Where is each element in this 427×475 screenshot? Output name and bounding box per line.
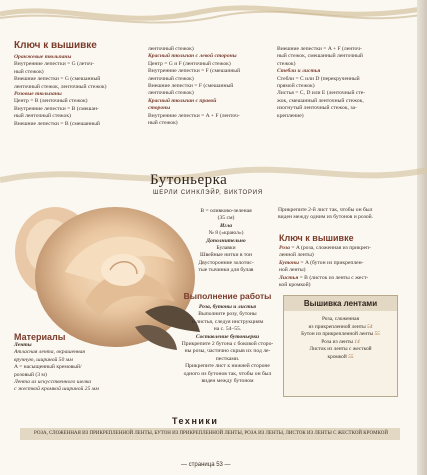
key-line: Внешние лепестки = G (смешанный [14, 76, 101, 83]
materials-line: Атласная лента, окрашенная [14, 349, 86, 356]
key-line: жок, смешанный ленточный стежок, [277, 97, 364, 104]
work-line: и листья, следуя инструкциям [191, 318, 264, 325]
key-line: Внешние лепестки = F (смешанный [148, 83, 234, 90]
key-line: прямой стежок) [277, 83, 315, 90]
work-line: Роза, бутоны и листья [198, 304, 257, 310]
right-key-list [279, 245, 404, 289]
materials-section [14, 332, 144, 394]
key-line: Оранжевые тюльпаны [14, 54, 72, 60]
page-number: — страница 53 — [181, 462, 231, 468]
right-key-line: Бутоны = A (бутон из прикреплен- [279, 259, 364, 266]
right-key-term: Листья [279, 274, 299, 281]
supplies-line: Булавки [216, 245, 236, 252]
key-line: ный ленточный стежок) [14, 113, 71, 120]
ribbon-embroidery-item: кромкой 55 [327, 353, 354, 360]
right-key-title: Ключ к вышивке [279, 233, 354, 243]
right-key-line: Роза = A (роза, сложенная из прикреп- [279, 245, 371, 251]
author: ШЕРЛИ СИНКЛЭЙР, ВИКТОРИЯ [153, 190, 264, 196]
ribbon-embroidery-item: из прикрепленной ленты 54 [308, 323, 373, 330]
ribbon-embroidery-item: Листок из ленты с жесткой [309, 346, 372, 353]
materials-line: розовый (3 м) [14, 371, 47, 378]
supplies-line: B = оливково-зеленая [200, 208, 252, 214]
materials-line: Лента из искусственного шелка [14, 379, 92, 386]
supplies-line: тые тычинки для булав [198, 267, 254, 274]
page-ref: 54 [367, 323, 373, 330]
right-key-line: ной ленты) [279, 267, 306, 274]
key-line: ный стежок, смешанный ленточный [277, 53, 363, 60]
right-key-term: Бутоны [279, 259, 300, 266]
page-title: Бутоньерка [150, 172, 228, 188]
key-line: Центр = G и F (ленточный стежок) [148, 60, 231, 67]
supplies-line: Швейные нитки в тон [199, 252, 253, 259]
key-line: изогнутый ленточный стежок, за- [277, 105, 357, 112]
key-line: ленточный стежок) [148, 46, 194, 52]
key-line: Внутренние лепестки = F (смешанный [148, 68, 241, 75]
key-line: Центр = B (ленточный стежок) [14, 98, 88, 105]
key-line: Внутренние лепестки = G (леточ- [14, 61, 94, 68]
work-heading: Выполнение работы [183, 291, 272, 301]
work-line: Прикрепите лист к нижней стороне [185, 363, 270, 370]
supplies-line: № 8 («краюл») [208, 230, 244, 237]
intro-line: виден между одним из бутонов и розой. [278, 214, 374, 221]
techniques-text: РОЗА, СЛОЖЕННАЯ ИЗ ПРИКРЕПЛЕННОЙ ЛЕНТЫ, БУТОН ИЗ ПРИКРЕПЛЕННОЙ ЛЕНТЫ, РОЗА ИЗ ЛЕНТЫ, ЛИСТОК ИЗ ЛЕНТЫ С ЖЕСТКОЙ КРОМКОЙ [34, 431, 388, 436]
key-column-2 [148, 46, 278, 127]
key-line: крепление) [277, 112, 304, 119]
page-ref: 14 [354, 338, 360, 345]
ribbon-embroidery-title: Вышивка лентами [284, 296, 397, 311]
ribbon-embroidery-item: Роза из ленты 14 [321, 338, 360, 345]
work-line: одного из бутонов так, чтобы он был [183, 370, 272, 377]
supplies-line: Дополнительно [206, 237, 246, 244]
key-line: стороны [148, 105, 171, 112]
key-line: Красный тюльпан с правой [148, 97, 217, 104]
work-line: виден между бутоном [201, 378, 254, 385]
work-line: Выполните розу, бутоны [198, 311, 257, 318]
key-column-1 [14, 54, 149, 128]
supplies-line: Игла [219, 222, 232, 229]
right-key-line: ленной ленты) [279, 252, 314, 259]
work-line: ны розы, частично скрыв их под ле- [184, 348, 271, 355]
page-spine [417, 0, 427, 475]
key-title: Ключ к вышивке [14, 40, 97, 51]
supplies-line: (35 см) [217, 215, 235, 222]
key-line: Внутренние лепестки = B (смешан- [14, 105, 99, 112]
work-line: пестками. [215, 355, 240, 362]
right-key-line: Листья = B (листок из ленты с жест- [279, 274, 369, 281]
right-key-line: кой кромкой) [279, 282, 311, 289]
ribbon-embroidery-item: Бутон из прикрепленной ленты 55 [301, 331, 380, 338]
materials-heading: Материалы [14, 332, 66, 342]
right-intro-text [278, 207, 403, 222]
key-line: Розовые тюльпаны [14, 91, 62, 98]
key-line: Листья = C, D или E (ленточный сте- [277, 90, 366, 97]
materials-line: с жесткой кромкой шириной 25 мм [14, 386, 99, 393]
page-ref: 55 [348, 353, 354, 360]
materials-list [14, 342, 144, 394]
key-line: ленточный стежок, ленточный стежок) [14, 83, 107, 90]
materials-line: вручную, шириной 50 мм [14, 356, 73, 363]
materials-line: A = насыщенный кремовый/ [14, 364, 82, 371]
key-line: ленточный стежок) [148, 75, 194, 82]
ribbon-embroidery-list [284, 316, 397, 362]
intro-line: Прикрепите 2-й лист так, чтобы он был [278, 207, 373, 213]
key-line: ный стежок) [148, 120, 178, 127]
key-line: Внешние лепестки = B (смешанный [14, 120, 100, 127]
ribbon-embroidery-box [283, 295, 398, 397]
techniques-heading: Техники [172, 416, 219, 426]
work-line: Прикрепите 2 бутона с боковой сторо- [181, 341, 274, 348]
work-section [175, 292, 280, 385]
page-ref: 55 [374, 331, 380, 338]
key-line: Внешние лепестки = A + F (ленточ- [277, 46, 362, 52]
ribbon-decoration [0, 0, 427, 40]
supplies-line: Двусторонние золотис- [198, 259, 254, 266]
key-column-3 [277, 46, 407, 120]
key-line: Стебли и листья [277, 68, 321, 75]
key-line: стежок) [277, 60, 296, 67]
supplies-list [172, 208, 280, 275]
key-line: Стебли = C или D (перекрученный [277, 75, 360, 82]
right-key-term: Роза [279, 245, 290, 251]
ribbon-embroidery-item: Роза, сложенная [321, 316, 360, 322]
key-line: ный стежок) [14, 68, 44, 75]
work-line: на с. 54–55. [213, 326, 242, 333]
work-line: Составление бутоньерки [195, 333, 260, 340]
work-text [175, 304, 280, 385]
key-line: Внутренние лепестки = A + F (ленточ- [148, 112, 240, 119]
materials-line: Ленты [14, 342, 32, 348]
key-line: Красный тюльпан с левой стороны [148, 53, 237, 60]
key-line: ленточный стежок) [148, 90, 194, 97]
